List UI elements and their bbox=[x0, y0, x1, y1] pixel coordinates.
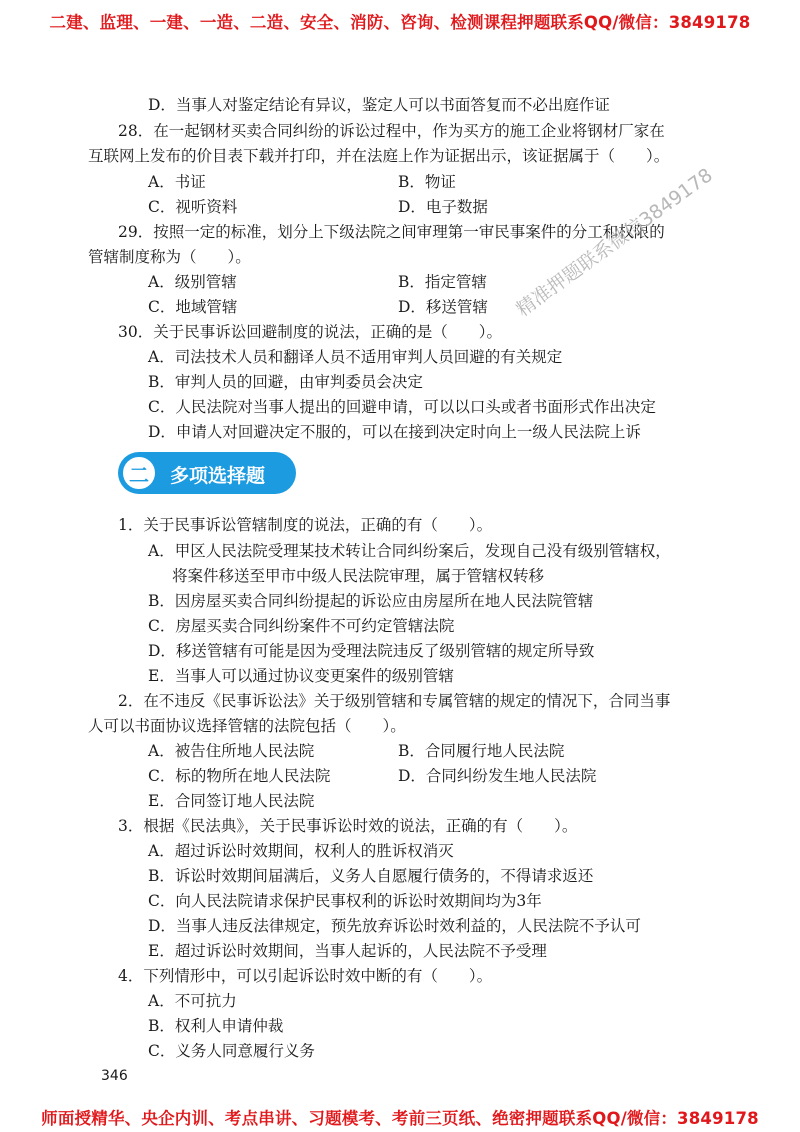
m2-option-c: C．标的物所在地人民法院 bbox=[148, 767, 331, 785]
section-header bbox=[118, 452, 296, 494]
q30-option-d: D．申请人对回避决定不服的，可以在接到决定时向上一级人民法院上诉 bbox=[148, 423, 641, 441]
q30-option-b: B．审判人员的回避，由审判委员会决定 bbox=[148, 373, 423, 391]
q29-option-c: C．地域管辖 bbox=[148, 298, 238, 316]
section-title: 多项选择题 bbox=[170, 465, 266, 487]
m1-option-a-line1: A．甲区人民法院受理某技术转让合同纠纷案后，发现自己没有级别管辖权， bbox=[148, 542, 671, 560]
m2-option-e: E．合同签订地人民法院 bbox=[148, 792, 315, 810]
page-number: 346 bbox=[101, 1068, 128, 1084]
q28-stem-line2: 互联网上发布的价目表下载并打印，并在法庭上作为证据出示，该证据属于（ ）。 bbox=[88, 147, 670, 165]
diagonal-watermark: 精准押题联系微信3849178 bbox=[512, 164, 717, 322]
q29-option-a: A．级别管辖 bbox=[148, 273, 237, 291]
q29-stem-line1: 29．按照一定的标准，划分上下级法院之间审理第一审民事案件的分工和权限的 bbox=[118, 223, 665, 241]
q29-option-b: B．指定管辖 bbox=[398, 273, 487, 291]
m4-option-c: C．义务人同意履行义务 bbox=[148, 1042, 315, 1060]
m3-option-c: C．向人民法院请求保护民事权利的诉讼时效期间均为3年 bbox=[148, 892, 542, 910]
section-number-badge: 二 bbox=[121, 455, 157, 491]
m3-option-d: D．当事人违反法律规定，预先放弃诉讼时效利益的，人民法院不予认可 bbox=[148, 917, 641, 935]
m1-option-c: C．房屋买卖合同纠纷案件不可约定管辖法院 bbox=[148, 617, 455, 635]
m3-option-a: A．超过诉讼时效期间，权利人的胜诉权消灭 bbox=[148, 842, 454, 860]
m4-option-b: B．权利人申请仲裁 bbox=[148, 1017, 284, 1035]
m3-option-e: E．超过诉讼时效期间，当事人起诉的，人民法院不予受理 bbox=[148, 942, 547, 960]
q27-option-d: D．当事人对鉴定结论有异议，鉴定人可以书面答复而不必出庭作证 bbox=[148, 96, 610, 114]
q30-option-a: A．司法技术人员和翻译人员不适用审判人员回避的有关规定 bbox=[148, 348, 563, 366]
q28-option-d: D．电子数据 bbox=[398, 198, 488, 216]
q29-option-d: D．移送管辖 bbox=[398, 298, 488, 316]
q28-option-b: B．物证 bbox=[398, 173, 456, 191]
m4-option-a: A．不可抗力 bbox=[148, 992, 237, 1010]
q28-option-a: A．书证 bbox=[148, 173, 206, 191]
m1-option-b: B．因房屋买卖合同纠纷提起的诉讼应由房屋所在地人民法院管辖 bbox=[148, 592, 594, 610]
m3-option-b: B．诉讼时效期间届满后，义务人自愿履行债务的，不得请求返还 bbox=[148, 867, 594, 885]
q28-stem-line1: 28．在一起钢材买卖合同纠纷的诉讼过程中，作为买方的施工企业将钢材厂家在 bbox=[118, 122, 665, 140]
m2-stem-line2: 人可以书面协议选择管辖的法院包括（ ）。 bbox=[88, 717, 406, 735]
m2-stem-line1: 2．在不违反《民事诉讼法》关于级别管辖和专属管辖的规定的情况下，合同当事 bbox=[118, 692, 671, 710]
m1-stem: 1．关于民事诉讼管辖制度的说法，正确的有（ ）。 bbox=[118, 516, 493, 534]
top-banner: 二建、监理、一建、一造、二造、安全、消防、咨询、检测课程押题联系QQ/微信：3849178 bbox=[49, 13, 751, 32]
q30-stem: 30．关于民事诉讼回避制度的说法，正确的是（ ）。 bbox=[118, 323, 502, 341]
m2-option-d: D．合同纠纷发生地人民法院 bbox=[398, 767, 597, 785]
q30-option-c: C．人民法院对当事人提出的回避申请，可以以口头或者书面形式作出决定 bbox=[148, 398, 656, 416]
m3-stem: 3．根据《民法典》，关于民事诉讼时效的说法，正确的有（ ）。 bbox=[118, 817, 578, 835]
q29-stem-line2: 管辖制度称为（ ）。 bbox=[88, 248, 251, 266]
m1-option-a-line2: 将案件移送至甲市中级人民法院审理，属于管辖权转移 bbox=[172, 567, 545, 585]
q28-option-c: C．视听资料 bbox=[148, 198, 238, 216]
bottom-banner: 师面授精华、央企内训、考点串讲、习题模考、考前三页纸、绝密押题联系QQ/微信：3849178 bbox=[41, 1109, 759, 1128]
m4-stem: 4．下列情形中，可以引起诉讼时效中断的有（ ）。 bbox=[118, 967, 493, 985]
m1-option-e: E．当事人可以通过协议变更案件的级别管辖 bbox=[148, 667, 454, 685]
m2-option-a: A．被告住所地人民法院 bbox=[148, 742, 315, 760]
m1-option-d: D．移送管辖有可能是因为受理法院违反了级别管辖的规定所导致 bbox=[148, 642, 595, 660]
m2-option-b: B．合同履行地人民法院 bbox=[398, 742, 565, 760]
